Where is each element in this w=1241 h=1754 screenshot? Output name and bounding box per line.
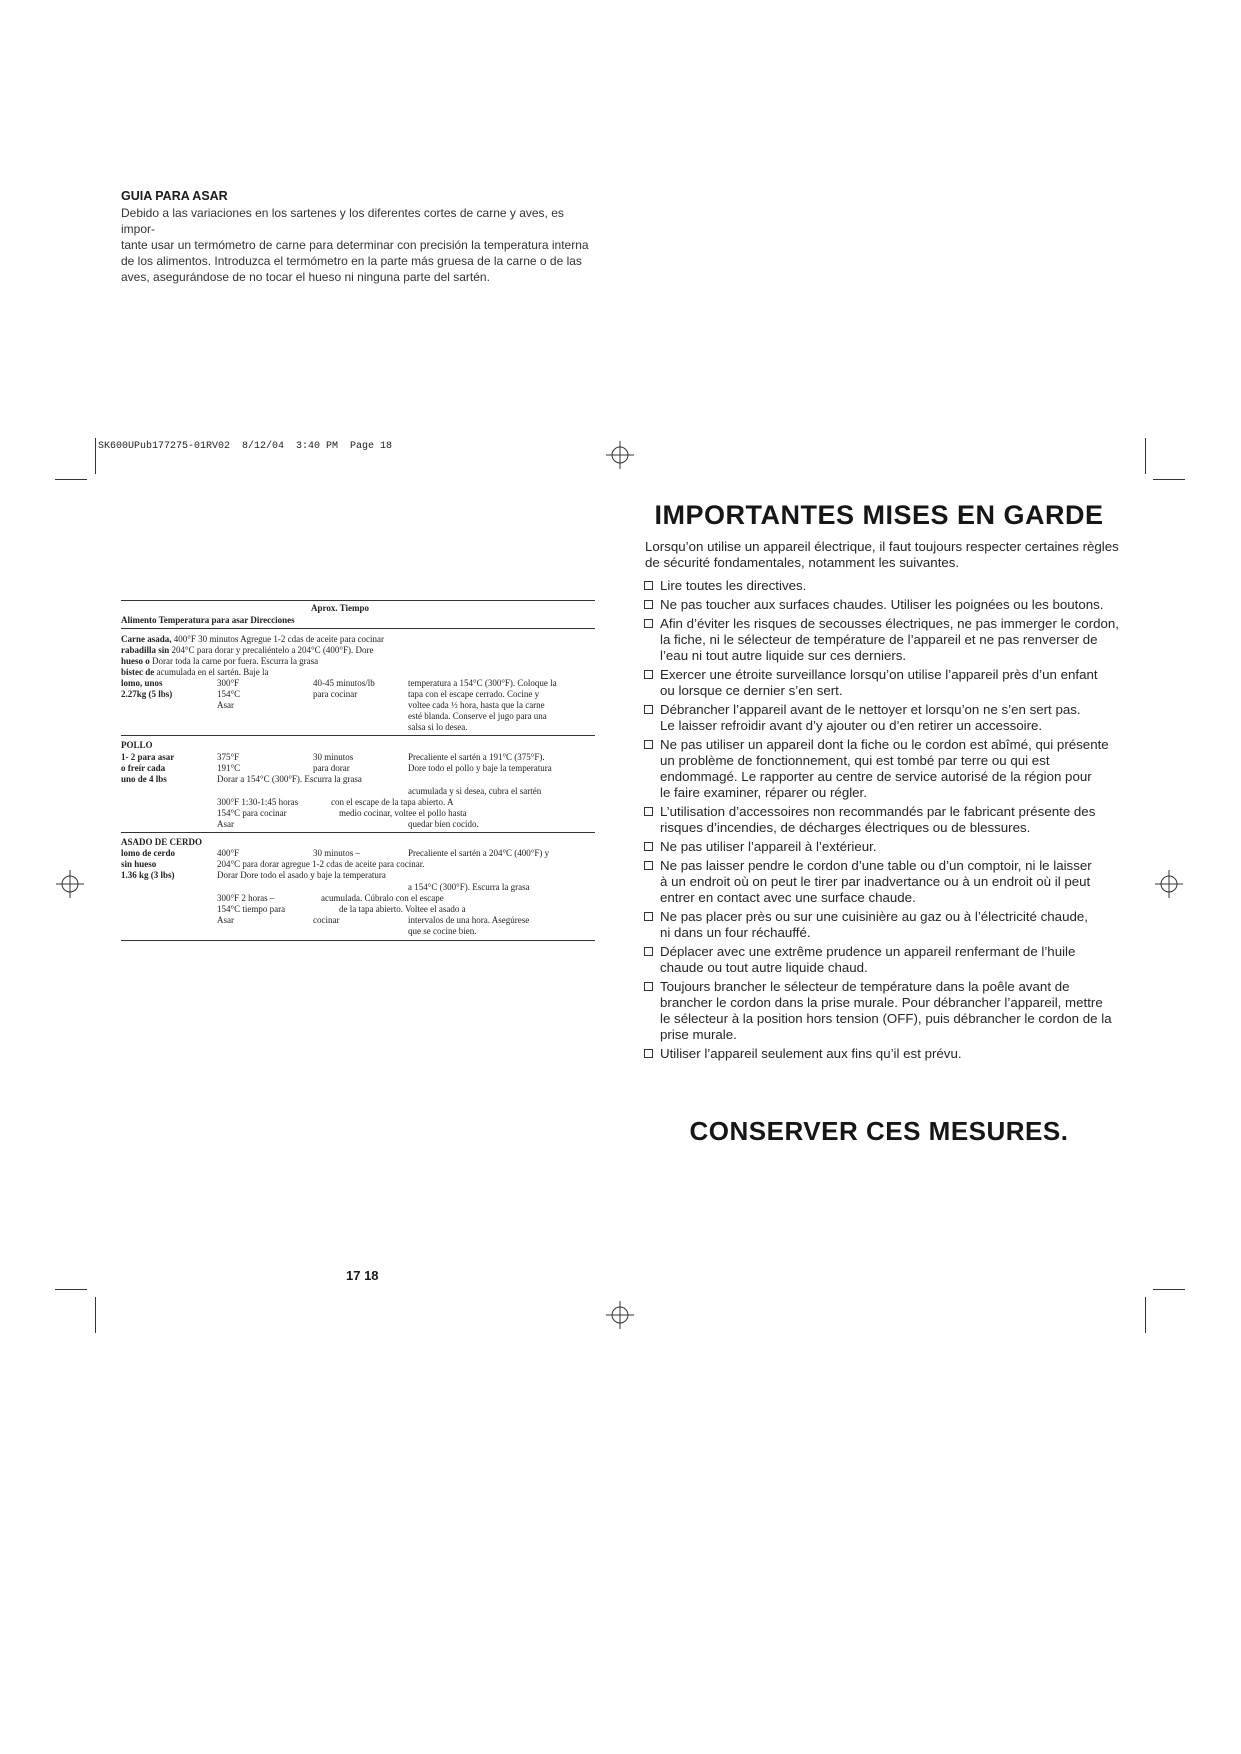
right-page-intro: Lorsqu’on utilise un appareil électrique, il faut toujours respecter certaines règles de sécurité fondamentales, notamment les suivantes.: [645, 539, 1119, 570]
print-slug: SK600UPub177275-01RV02 8/12/04 3:40 PM Page 18: [98, 441, 393, 452]
table-header-time: Aprox. Tiempo: [311, 603, 370, 613]
checkbox-icon: [644, 619, 653, 628]
checkbox-icon: [644, 1049, 653, 1058]
list-item: Ne pas placer près ou sur une cuisinière au gaz ou à l’électricité chaude, ni dans un four réchauffé.: [643, 909, 1125, 941]
registration-mark-right-icon: [1155, 870, 1183, 898]
list-item: Déplacer avec une extrême prudence un appareil renfermant de l’huile chaude ou tout autre liquide chaud.: [643, 944, 1125, 976]
list-item: Toujours brancher le sélecteur de température dans la poêle avant de brancher le cordon dans la prise murale. Pour débrancher l’appareil, mettre le sélecteur à la position hors tension (OFF), puis débrancher le cordon de la prise murale.: [643, 979, 1125, 1043]
left-page-intro: Debido a las variaciones en los sartenes y los diferentes cortes de carne y aves, es impor- tante usar un termómetro de carne para determinar con precisión la temperatura interna de los alimentos. Introduzca el termómetro en la parte más gruesa de la carne o de las aves, asegurándose de no tocar el hueso ni ninguna parte del sartén.: [121, 206, 589, 284]
list-item: L’utilisation d’accessoires non recommandés par le fabricant présente des risques d’incendies, de décharges électriques ou de blessures.: [643, 804, 1125, 836]
registration-mark-left-icon: [56, 870, 84, 898]
checkbox-icon: [644, 807, 653, 816]
checkbox-icon: [644, 982, 653, 991]
checkbox-icon: [644, 600, 653, 609]
checkbox-icon: [644, 581, 653, 590]
right-page-title: IMPORTANTES MISES EN GARDE: [654, 500, 1104, 530]
table-header-main: Alimento Temperatura para asar Direcciones: [121, 615, 295, 625]
checkbox-icon: [644, 670, 653, 679]
registration-mark-top-icon: [606, 441, 634, 469]
registration-mark-bottom-icon: [606, 1301, 634, 1329]
safety-list: [643, 578, 1125, 1065]
left-page-title: GUIA PARA ASAR: [121, 189, 228, 203]
list-item: Afin d’éviter les risques de secousses électriques, ne pas immerger le cordon, la fiche, ni le sélecteur de température de l’appareil et ne pas renverser de l’eau ni tout autre liquide sur ces derniers.: [643, 616, 1125, 664]
list-item: Ne pas utiliser l’appareil à l’extérieur.: [643, 839, 1125, 855]
list-item: Ne pas toucher aux surfaces chaudes. Utiliser les poignées ou les boutons.: [643, 597, 1125, 613]
checkbox-icon: [644, 705, 653, 714]
checkbox-icon: [644, 912, 653, 921]
checkbox-icon: [644, 947, 653, 956]
list-item: Débrancher l’appareil avant de le nettoyer et lorsqu’on ne s’en sert pas. Le laisser refroidir avant d’y ajouter ou d’en retirer un accessoire.: [643, 702, 1125, 734]
list-item: Ne pas utiliser un appareil dont la fiche ou le cordon est abîmé, qui présente un problème de fonctionnement, qui est tombé par terre ou qui est endommagé. Le rapporter au centre de service autorisé de la région pour le faire examiner, réparer ou régler.: [643, 737, 1125, 801]
checkbox-icon: [644, 740, 653, 749]
list-item: Utiliser l’appareil seulement aux fins qu’il est prévu.: [643, 1046, 1125, 1062]
list-item: Exercer une étroite surveillance lorsqu’on utilise l’appareil près d’un enfant ou lorsque ce dernier s’en sert.: [643, 667, 1125, 699]
list-item: Ne pas laisser pendre le cordon d’une table ou d’un comptoir, ni le laisser à un endroit où on peut le tirer par inadvertance ou à un endroit où il peut entrer en contact avec une surface chaude.: [643, 858, 1125, 906]
list-item: Lire toutes les directives.: [643, 578, 1125, 594]
checkbox-icon: [644, 861, 653, 870]
closing-heading: CONSERVER CES MESURES.: [689, 1116, 1069, 1146]
page-number: 17 18: [346, 1268, 379, 1283]
checkbox-icon: [644, 842, 653, 851]
